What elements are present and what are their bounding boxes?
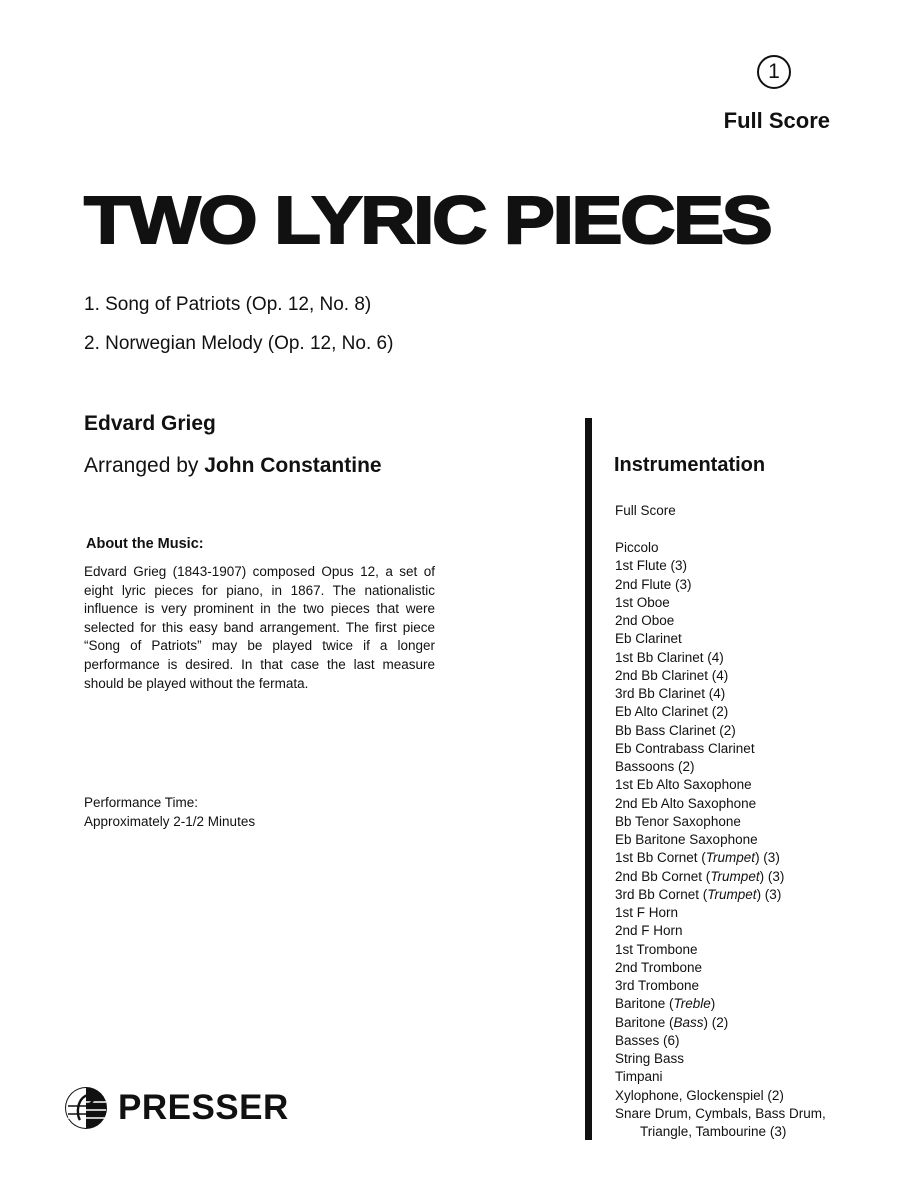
instrument-item: String Bass [615, 1051, 685, 1066]
instrument-item: 2nd F Horn [615, 923, 683, 939]
performance-time-value: Approximately 2-1/2 Minutes [84, 814, 256, 829]
composer-name: Edvard Grieg [84, 412, 216, 435]
instrument-item: 3rd Bb Cornet (Trumpet) (3) [615, 886, 782, 902]
instrumentation-heading: Instrumentation [614, 454, 766, 476]
instrumentation-full-score: Full Score [615, 503, 676, 518]
score-label: Full Score [723, 108, 830, 133]
instrument-item: 1st F Horn [615, 905, 679, 920]
publisher-logo [64, 1086, 289, 1130]
piece-title-1: 1. Song of Patriots (Op. 12, No. 8) [84, 294, 372, 315]
instrument-item: Snare Drum, Cymbals, Bass Drum, Triangle, Tambourine (3) [615, 1105, 826, 1139]
instrument-item: 2nd Bb Clarinet (4) [615, 667, 729, 683]
instrument-item: 1st Bb Cornet (Trumpet) (3) [615, 850, 780, 866]
about-text: Edvard Grieg (1843-1907) composed Opus 12, a set of eight lyric pieces for piano, in 1867. The nationalistic influence is very prominent in the two pieces that were selected for this easy band arrangement. The first piece “Song of Patriots” may be played twice if a longer performance is desired. In that case the last measure should be played without the fermata. [84, 564, 435, 691]
instrument-item: Eb Baritone Saxophone [615, 832, 758, 847]
arranged-by-label: Arranged by [84, 454, 199, 477]
instrument-item: Xylophone, Glockenspiel (2) [615, 1087, 784, 1103]
instrument-item: Eb Clarinet [615, 631, 682, 647]
instrument-item: Baritone (Treble) [615, 996, 716, 1012]
instrument-item: 1st Eb Alto Saxophone [615, 777, 752, 793]
instrument-item: Timpani [615, 1069, 663, 1085]
instrument-item: Basses (6) [615, 1032, 680, 1048]
instrument-item: Eb Contrabass Clarinet [615, 740, 755, 756]
instrument-item: Baritone (Bass) (2) [615, 1014, 729, 1030]
instrument-item: Eb Alto Clarinet (2) [615, 704, 729, 720]
instrument-item: 2nd Bb Cornet (Trumpet) (3) [615, 868, 785, 884]
instrument-item: Bb Bass Clarinet (2) [615, 722, 736, 738]
arranger-line [84, 454, 382, 478]
instrument-item: 1st Bb Clarinet (4) [615, 649, 724, 665]
arranger-name: John Constantine [204, 454, 382, 477]
instrument-item: 2nd Trombone [615, 959, 703, 975]
instrument-item: 1st Flute (3) [615, 558, 688, 574]
column-divider [585, 418, 592, 1140]
performance-time-label: Performance Time: [84, 795, 199, 810]
instrument-item: 2nd Oboe [615, 613, 675, 628]
instrument-item: 3rd Trombone [615, 978, 700, 993]
instrument-item: 2nd Eb Alto Saxophone [615, 795, 757, 811]
about-heading: About the Music: [86, 536, 204, 552]
presser-logo-icon [64, 1086, 108, 1130]
instrument-item: 1st Trombone [615, 941, 698, 957]
instrument-item: Piccolo [615, 540, 659, 555]
page-number: 1 [757, 55, 791, 89]
instrumentation-list [615, 539, 880, 1141]
page-title: TWO LYRIC PIECES [84, 183, 771, 258]
instrument-item: Bassoons (2) [615, 759, 695, 774]
instrument-item: 1st Oboe [615, 594, 670, 610]
piece-title-2: 2. Norwegian Melody (Op. 12, No. 6) [84, 333, 394, 354]
instrument-item: 2nd Flute (3) [615, 576, 692, 592]
instrument-item: Bb Tenor Saxophone [615, 813, 741, 829]
publisher-name: PRESSER [118, 1088, 289, 1127]
instrument-item: 3rd Bb Clarinet (4) [615, 686, 726, 701]
